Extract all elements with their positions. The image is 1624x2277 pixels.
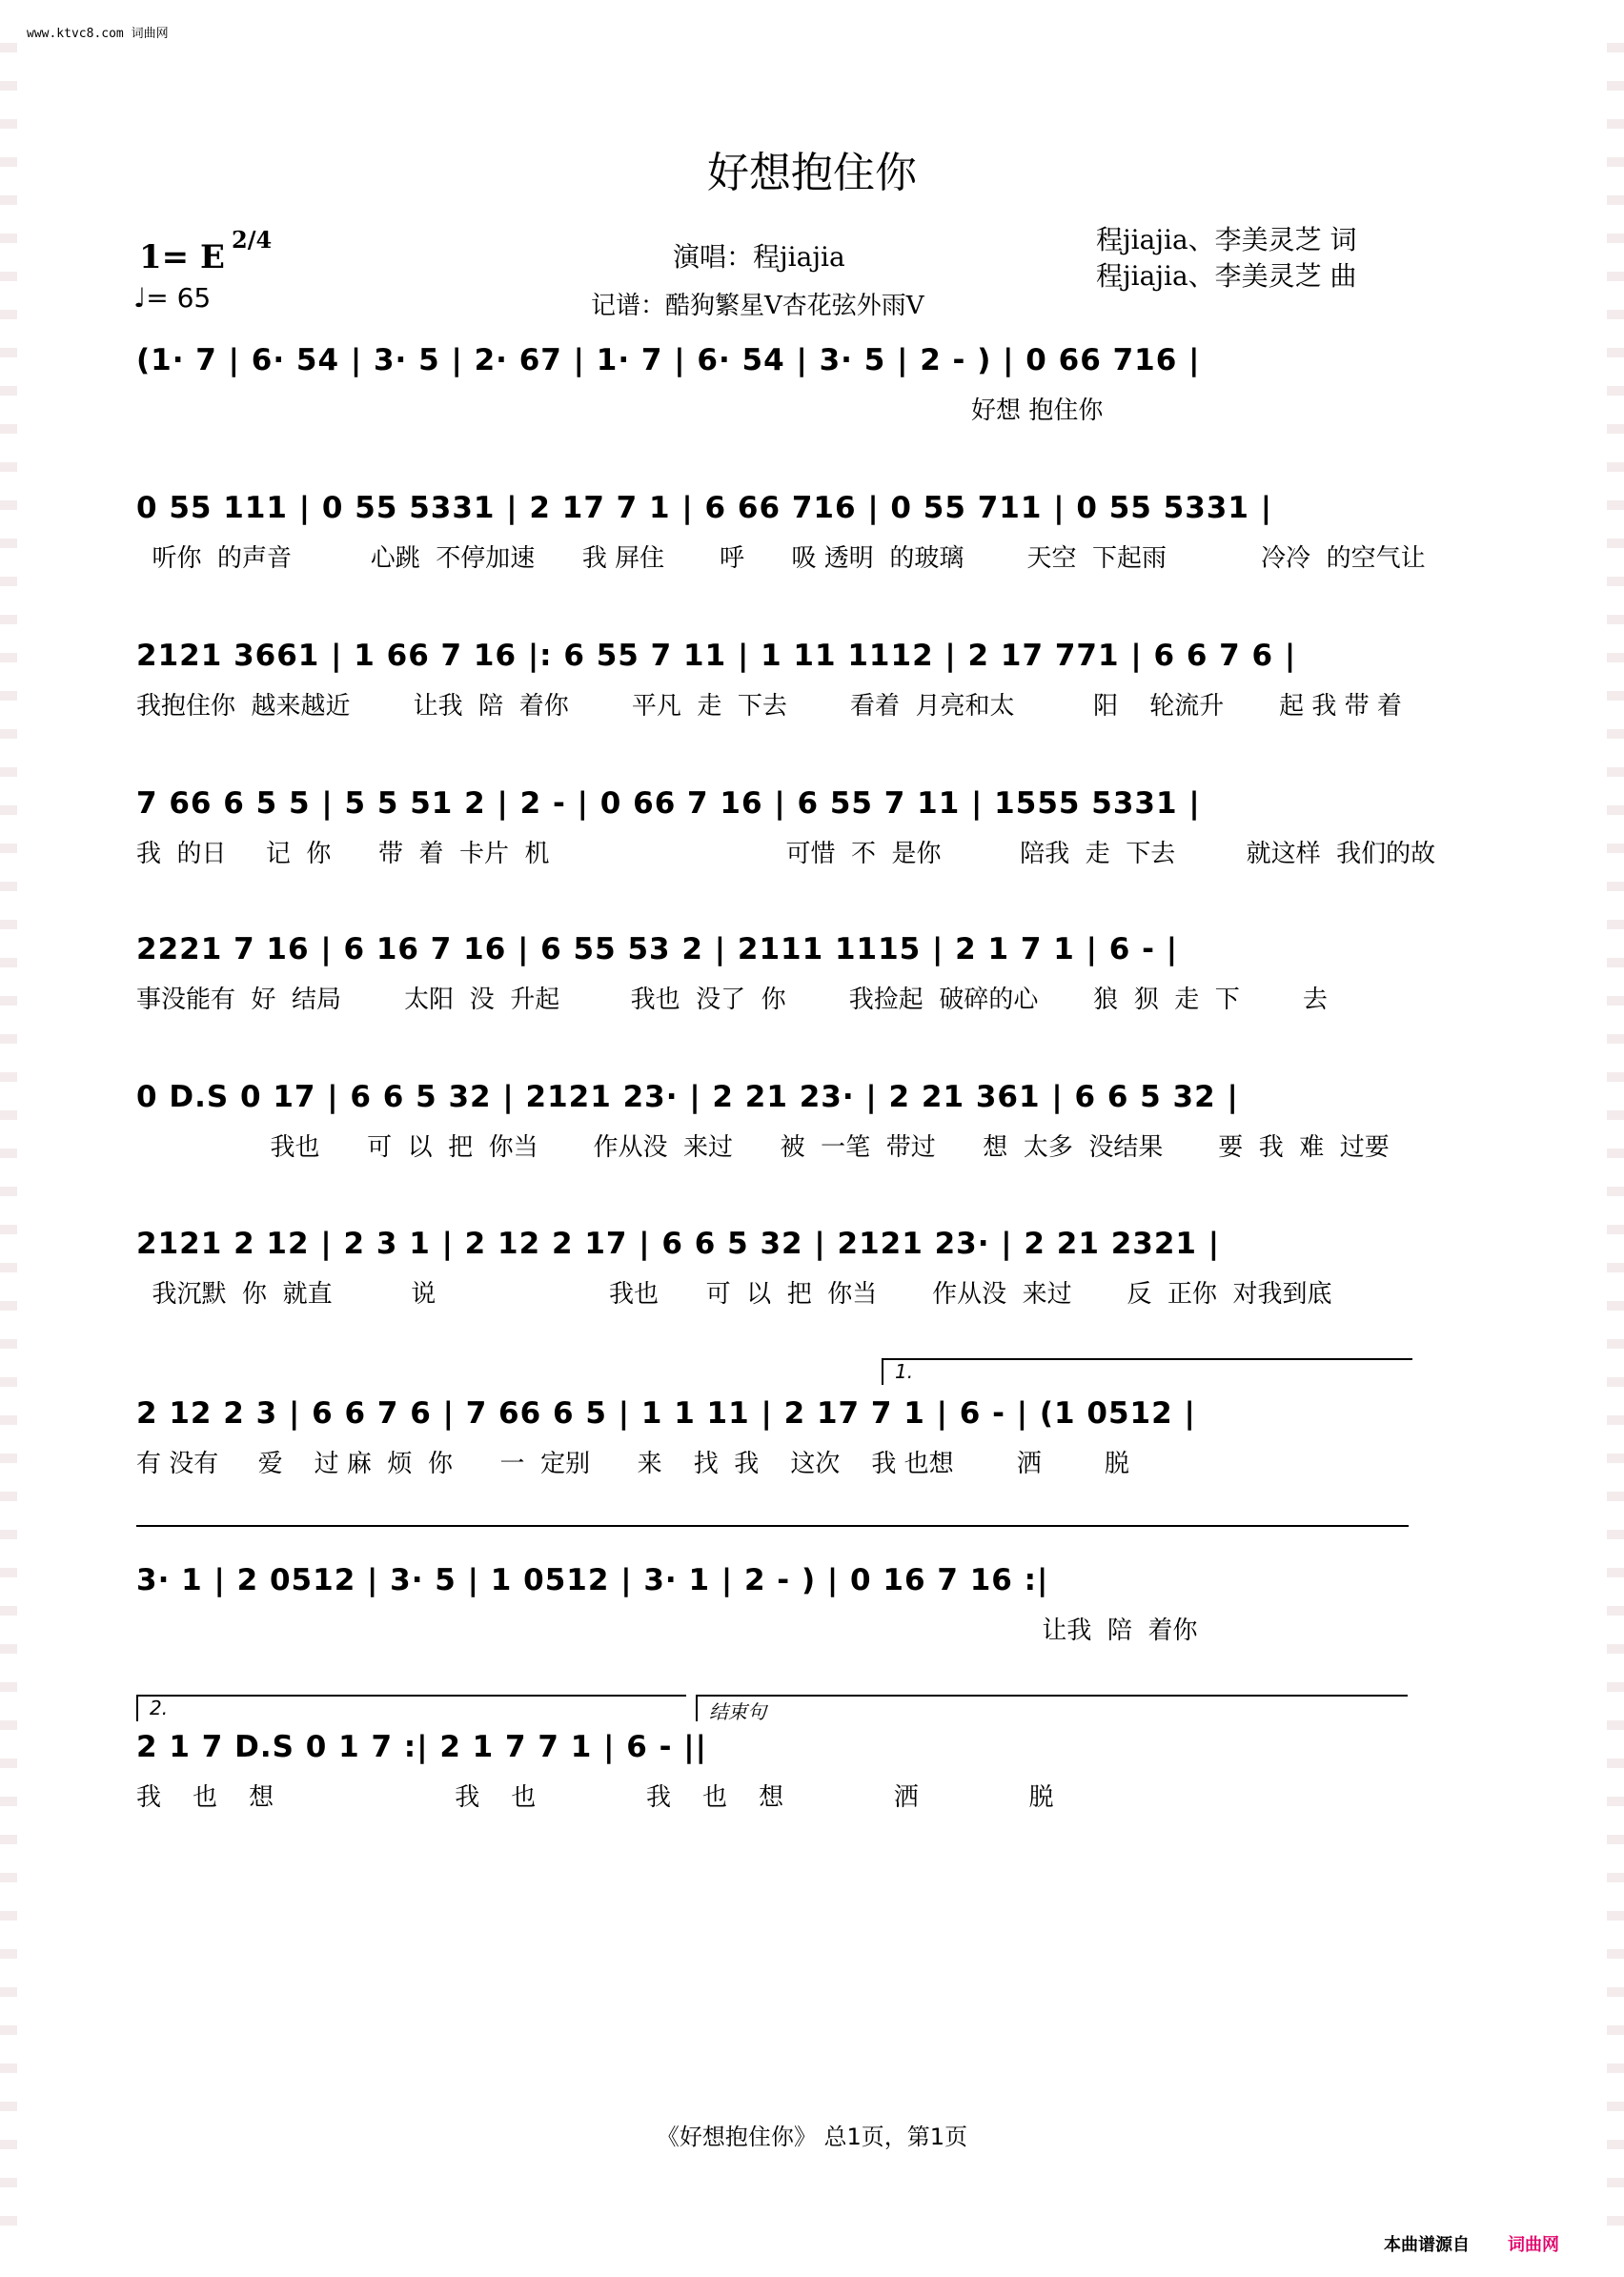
volta-second	[136, 1695, 686, 1721]
score-row-4	[136, 786, 1436, 869]
notes: 2221 7 16 | 6 16 7 16 | 6 55 53 2 | 2111 1115 | 2 1 7 1 | 6 - |	[136, 932, 1179, 966]
tempo-marking: ♩= 65	[133, 282, 212, 314]
lyrics: 听你 的声音 心跳 不停加速 我 屏住 呼 吸 透明 的玻璃 天空 下起雨 冷冷 的空气让	[136, 544, 1426, 573]
notes: 2 1 7 D.S 0 1 7 :| 2 1 7 7 1 | 6 - ||	[136, 1730, 707, 1764]
volta-first	[882, 1358, 1412, 1385]
score-row-1	[136, 343, 1413, 426]
brand-label: 词曲网	[1508, 2235, 1559, 2255]
score-row-8	[136, 1396, 1413, 1479]
notes: 0 55 111 | 0 55 5331 | 2 17 7 1 | 6 66 716 | 0 55 711 | 0 55 5331 |	[136, 491, 1273, 525]
lyrics: 有 没有 爱 过 麻 烦 你 一 定别 来 找 我 这次 我 也想 洒 脱	[136, 1450, 1129, 1478]
score-row-10	[136, 1730, 1413, 1813]
score-row-3	[136, 639, 1413, 722]
notes: 3· 1 | 2 0512 | 3· 5 | 1 0512 | 3· 1 | 2 - ) | 0 16 7 16 :|	[136, 1563, 1049, 1597]
notes: 2 12 2 3 | 6 6 7 6 | 7 66 6 5 | 1 1 11 | 2 17 7 1 | 6 - | (1 0512 |	[136, 1396, 1196, 1431]
key-signature: 1= E	[139, 238, 225, 276]
score-row-6	[136, 1080, 1413, 1163]
notes: 2121 2 12 | 2 3 1 | 2 12 2 17 | 6 6 5 32 | 2121 23· | 2 21 2321 |	[136, 1227, 1221, 1261]
lyrics: 我 的日 记 你 带 着 卡片 机 可惜 不 是你 陪我 走 下去 就这样 我们的故	[136, 840, 1436, 868]
page-footer: 《好想抱住你》 总1页，第1页	[656, 2124, 968, 2150]
lyrics: 好想 抱住你	[136, 396, 1104, 425]
volta-ending	[696, 1695, 1408, 1721]
watermark-strip-right	[1607, 43, 1624, 2254]
lyrics: 我抱住你 越来越近 让我 陪 着你 平凡 走 下去 看着 月亮和太 阳 轮流升 起 我 带 着	[136, 692, 1402, 721]
lyrics: 我沉默 你 就直 说 我也 可 以 把 你当 作从没 来过 反 正你 对我到底	[136, 1280, 1332, 1309]
lyrics: 我 也 想 我 也 我 也 想 洒 脱	[136, 1783, 1054, 1812]
score-row-5	[136, 932, 1413, 1015]
score-row-2	[136, 491, 1426, 574]
repeat-bracket-line	[136, 1525, 1409, 1527]
lyrics: 事没能有 好 结局 太阳 没 升起 我也 没了 你 我捡起 破碎的心 狼 狈 走 下 去	[136, 986, 1328, 1014]
notator: 记谱：酷狗繁星V杏花弦外雨V	[591, 292, 924, 320]
source-credit	[1384, 2231, 1559, 2256]
source-label: 本曲谱源自	[1384, 2235, 1470, 2255]
lyrics: 我也 可 以 把 你当 作从没 来过 被 一笔 带过 想 太多 没结果 要 我 难 过要	[136, 1133, 1390, 1162]
time-signature: 2/4	[232, 226, 273, 254]
notes: (1· 7 | 6· 54 | 3· 5 | 2· 67 | 1· 7 | 6· 54 | 3· 5 | 2 - ) | 0 66 716 |	[136, 343, 1201, 377]
lyrics: 让我 陪 着你	[136, 1616, 1198, 1645]
volta-first-label: 1.	[895, 1360, 914, 1383]
score-row-9	[136, 1563, 1413, 1646]
notes: 0 D.S 0 17 | 6 6 5 32 | 2121 23· | 2 21 23· | 2 21 361 | 6 6 5 32 |	[136, 1080, 1239, 1114]
song-title: 好想抱住你	[707, 149, 917, 197]
site-url: www.ktvc8.com 词曲网	[27, 27, 169, 41]
volta-ending-label: 结束句	[709, 1700, 766, 1723]
singer: 演唱：程jiajia	[673, 241, 845, 273]
notes: 7 66 6 5 5 | 5 5 51 2 | 2 - | 0 66 7 16 | 6 55 7 11 | 1555 5331 |	[136, 786, 1201, 821]
lyricist: 程jiajia、李美灵芝 词	[1096, 224, 1357, 255]
volta-second-label: 2.	[150, 1697, 169, 1719]
notes: 2121 3661 | 1 66 7 16 |: 6 55 7 11 | 1 11 1112 | 2 17 771 | 6 6 7 6 |	[136, 639, 1297, 673]
composer: 程jiajia、李美灵芝 曲	[1096, 260, 1357, 292]
watermark-strip-left	[0, 43, 17, 2254]
score-row-7	[136, 1227, 1413, 1310]
